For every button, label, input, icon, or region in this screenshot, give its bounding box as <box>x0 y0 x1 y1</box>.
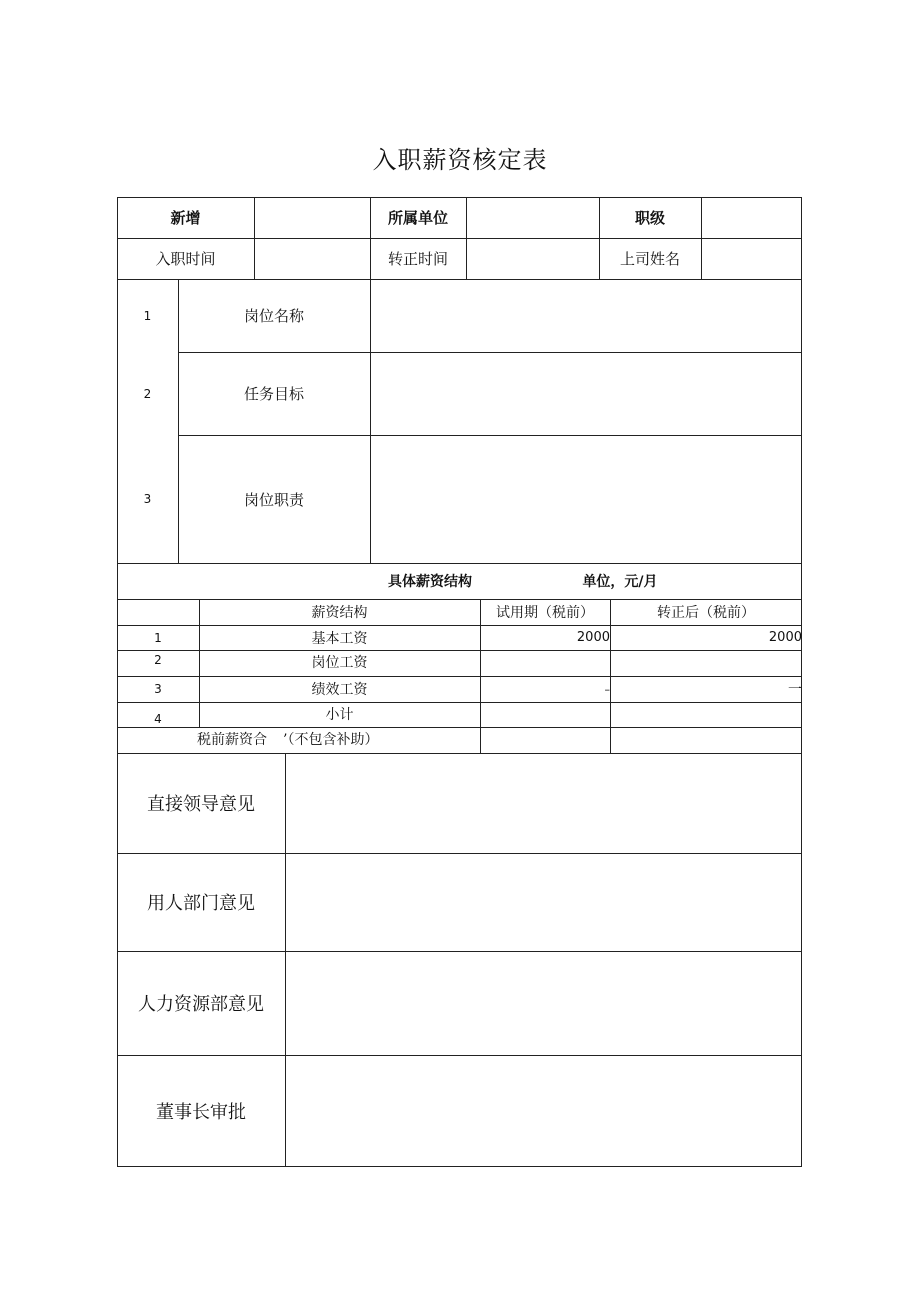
salary-trial-value[interactable] <box>480 650 610 676</box>
hire-date-field[interactable] <box>254 238 370 279</box>
header-label-unit: 所属单位 <box>387 209 448 227</box>
salary-row-number: 4 <box>154 712 162 726</box>
header-label-supervisor: 上司姓名 <box>619 250 680 268</box>
new-value-field[interactable] <box>254 197 370 238</box>
task-goal-label: 任务目标 <box>243 385 304 403</box>
grade-value-field[interactable] <box>701 197 802 238</box>
department-opinion-label: 用人部门意见 <box>147 893 255 914</box>
salary-row-number: 2 <box>154 653 162 667</box>
column-header-structure: 薪资结构 <box>311 605 368 621</box>
regular-date-field[interactable] <box>466 238 599 279</box>
chairman-approval-label: 董事长审批 <box>156 1102 246 1123</box>
pretax-total-note: ’（不包含补助） <box>283 732 379 748</box>
header-label-hire-date: 入职时间 <box>155 250 216 268</box>
header-label-new: 新增 <box>170 209 201 227</box>
salary-item-label: 小计 <box>325 707 354 723</box>
salary-trial-value[interactable]: – <box>604 682 610 696</box>
pretax-total-label: 税前薪资合 <box>197 732 267 748</box>
salary-structure-heading: 具体薪资结构 <box>388 574 472 590</box>
position-row-number: 2 <box>143 386 152 401</box>
duties-label: 岗位职责 <box>243 490 304 509</box>
salary-regular-value[interactable]: 2000 <box>768 630 802 645</box>
duties-field[interactable] <box>370 435 802 563</box>
header-label-grade: 职级 <box>634 209 665 227</box>
salary-trial-value[interactable]: 2000 <box>576 630 610 645</box>
salary-item-label: 岗位工资 <box>311 655 368 671</box>
position-row-number: 1 <box>143 308 152 323</box>
position-row-number: 3 <box>143 492 152 506</box>
salary-regular-value[interactable]: 一 <box>788 682 802 698</box>
position-title-label: 岗位名称 <box>243 307 304 325</box>
salary-row-number: 3 <box>154 682 162 696</box>
supervisor-field[interactable] <box>701 238 802 279</box>
header-label-regular-date: 转正时间 <box>387 250 448 268</box>
department-opinion-field[interactable] <box>285 853 802 951</box>
column-header-trial: 试用期（税前） <box>496 605 594 621</box>
column-header-regular: 转正后（税前） <box>657 605 755 621</box>
salary-unit-label: 单位，元/月 <box>582 574 658 590</box>
task-goal-field[interactable] <box>370 352 802 435</box>
unit-value-field[interactable] <box>466 197 599 238</box>
direct-leader-opinion-label: 直接领导意见 <box>147 794 255 815</box>
direct-leader-opinion-field[interactable] <box>285 753 802 853</box>
salary-item-label: 绩效工资 <box>311 682 368 698</box>
total-regular-value[interactable] <box>610 727 802 753</box>
salary-row-number: 1 <box>154 630 162 645</box>
total-trial-value[interactable] <box>480 727 610 753</box>
hr-opinion-field[interactable] <box>285 951 802 1055</box>
hr-opinion-label: 人力资源部意见 <box>138 994 264 1015</box>
salary-regular-value[interactable] <box>610 702 802 727</box>
salary-regular-value[interactable] <box>610 650 802 676</box>
position-title-field[interactable] <box>370 279 802 352</box>
salary-trial-value[interactable] <box>480 702 610 727</box>
form-title: 入职薪资核定表 <box>372 146 548 174</box>
chairman-approval-field[interactable] <box>285 1055 802 1167</box>
salary-item-label: 基本工资 <box>311 630 368 647</box>
